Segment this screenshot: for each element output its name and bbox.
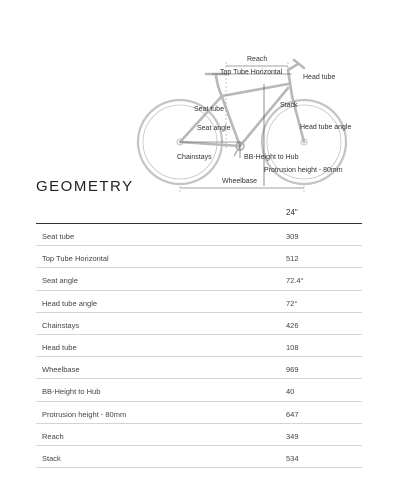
chainstays-label: Chainstays [177,154,212,161]
page-title: GEOMETRY [36,178,134,195]
row-value: 72° [286,298,298,308]
row-value: 72.4° [286,276,304,286]
table-row [36,424,362,446]
table-row [36,246,362,268]
size-header: 24" [286,208,298,217]
bb-height-label: BB-Height to Hub [244,154,299,161]
table-row [36,224,362,246]
head-tube-angle-label: Head tube angle [300,124,352,131]
row-label: Seat tube [42,232,75,241]
table-row [36,379,362,401]
geometry-table [36,206,362,468]
row-value: 534 [286,453,299,463]
seat-angle-label: Seat angle [197,125,231,132]
reach-label: Reach [247,56,268,63]
row-value: 426 [286,320,299,330]
table-row [36,335,362,357]
row-label: Wheelbase [42,365,80,375]
row-value: 969 [286,365,299,375]
table-header [36,206,362,224]
row-label: Head tube angle [42,298,98,308]
row-label: Head tube [42,342,77,352]
table-row [36,446,362,468]
row-value: 40 [286,387,295,397]
row-value: 108 [286,342,299,352]
table-row [36,313,362,335]
wheelbase-label: Wheelbase [222,178,258,185]
row-value: 309 [286,232,299,241]
row-label: Top Tube Horizontal [42,254,109,264]
top-tube-label: Top Tube Horizontal [220,69,283,76]
table-row [36,291,362,313]
row-label: Chainstays [42,320,80,330]
head-tube-label: Head tube [303,74,336,81]
row-label: Stack [42,453,61,463]
table-row [36,402,362,424]
row-value: 349 [286,431,299,441]
row-label: Seat angle [42,276,78,286]
row-label: BB-Height to Hub [42,387,101,397]
protrusion-label: Protrusion height - 80mm [264,167,343,174]
table-row [36,268,362,290]
seat-tube-label: Seat tube [194,106,224,113]
row-value: 512 [286,254,299,264]
row-label: Protrusion height - 80mm [42,409,127,419]
table-row [36,357,362,379]
stack-label: Stack [280,102,298,109]
row-value: 647 [286,409,299,419]
row-label: Reach [42,431,64,441]
